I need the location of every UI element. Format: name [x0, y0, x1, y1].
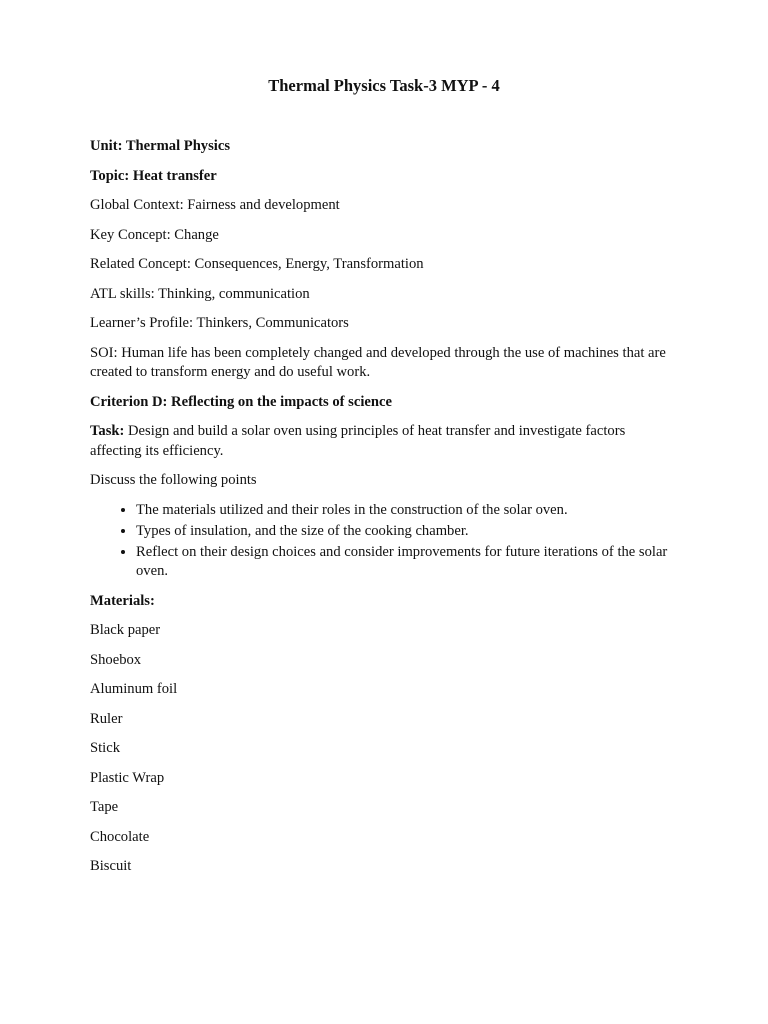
materials-heading: Materials:: [90, 592, 155, 609]
task-label: Task:: [90, 423, 125, 439]
task-paragraph: [90, 422, 675, 461]
material-item: Biscuit: [90, 858, 132, 874]
material-item: Shoebox: [90, 651, 142, 668]
soi-paragraph: SOI: Human life has been completely changed and developed through the use of machines that are created to transform energy and do useful work.: [90, 344, 666, 380]
material-item: Black paper: [90, 622, 161, 638]
criterion-heading: Criterion D: Reflecting on the impacts of science: [90, 393, 392, 410]
list-item: • Reflect on their design choices and consider improvements for future iterations of the solar oven.: [136, 543, 675, 582]
material-item: Ruler: [90, 710, 123, 727]
learners-profile-line: Learner’s Profile: Thinkers, Communicators: [90, 315, 349, 331]
list-item: • The materials utilized and their roles in the construction of the solar oven.: [136, 501, 675, 521]
document-title: Thermal Physics Task-3 MYP - 4: [268, 76, 500, 95]
list-item: • Types of insulation, and the size of the cooking chamber.: [136, 522, 675, 542]
material-item: Aluminum foil: [90, 681, 178, 697]
material-item: Chocolate: [90, 828, 150, 845]
atl-skills-line: ATL skills: Thinking, communication: [90, 285, 310, 302]
task-text: Design and build a solar oven using principles of heat transfer and investigate factors affecting its efficiency.: [90, 423, 626, 459]
global-context-line: Global Context: Fairness and development: [90, 197, 340, 213]
material-item: Plastic Wrap: [90, 769, 165, 786]
materials-list: [90, 621, 675, 877]
material-item: Stick: [90, 740, 120, 756]
discuss-intro: Discuss the following points: [90, 472, 257, 488]
topic-line: Topic: Heat transfer: [90, 167, 217, 184]
unit-line: Unit: Thermal Physics: [90, 138, 230, 154]
related-concept-line: Related Concept: Consequences, Energy, Transformation: [90, 256, 424, 272]
material-item: Tape: [90, 799, 119, 815]
discussion-points-list: [90, 501, 675, 582]
document-body: [90, 137, 675, 887]
key-concept-line: Key Concept: Change: [90, 226, 219, 243]
